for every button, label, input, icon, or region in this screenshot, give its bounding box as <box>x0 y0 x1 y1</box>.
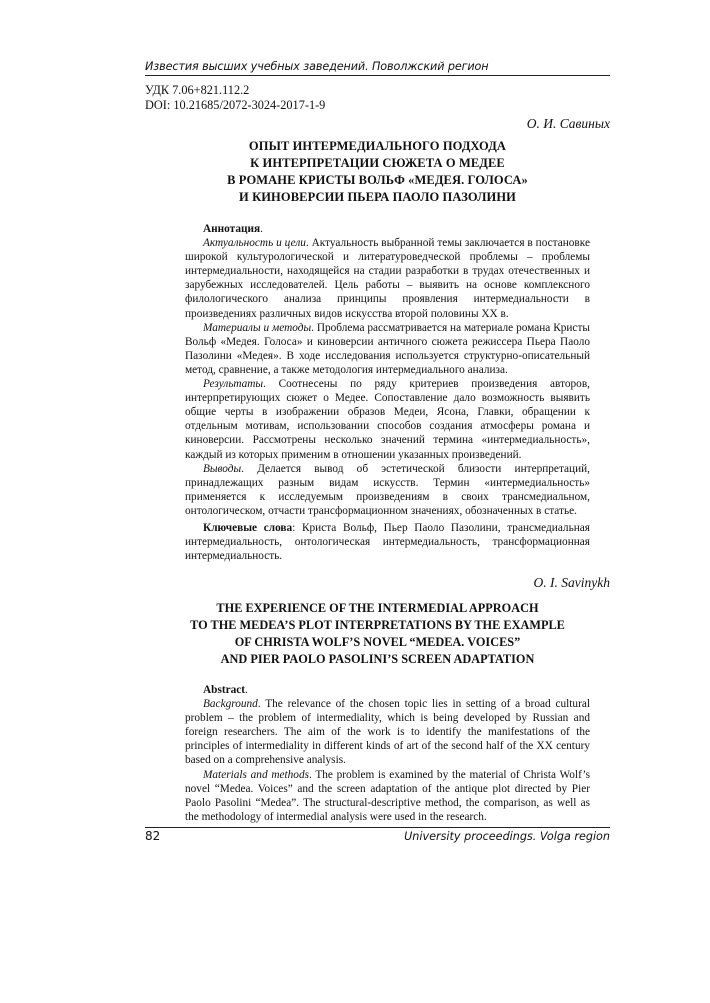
abstract-en <box>185 683 590 824</box>
methods-text-en: . The problem is examined by the material of Christa Wolf’s novel “Medea. Voices” and the screen adaptation of the antique plot directed by Pier Paolo Pasolini “Medea”. The structural-descriptive method, the comparison, as well as the methodology of intermedial analysis were used in the research. <box>185 768 590 823</box>
title-ru-line: В РОМАНЕ КРИСТЫ ВОЛЬФ «МЕДЕЯ. ГОЛОСА» <box>227 173 528 187</box>
annotation-results <box>185 377 590 462</box>
background-label-en: Background <box>203 698 258 711</box>
results-text-ru: . Соотнесены по ряду критериев произведения авторов, интерпретирующих сюжет о Медее. Сопоставление дало возможность выявить общие черты в изображении образов Медеи, Ясона, Главки, обращении к отдельным мотивам, использовании способов создания атмосферы романа и киноверсии. Рассмотрены несколько значений термина «интермедиальность», каждый из которых применим в отношении указанных произведений. <box>185 378 590 461</box>
doi-code: DOI: 10.21685/2072-3024-2017-1-9 <box>145 98 326 112</box>
author-en: O. I. Savinykh <box>533 575 610 590</box>
annotation-heading: Аннотация. <box>203 223 263 235</box>
abstract-background <box>185 697 590 767</box>
title-en-line: OF CHRISTA WOLF’S NOVEL “MEDEA. VOICES” <box>234 635 521 649</box>
page-footer <box>145 827 610 846</box>
annotation-background <box>185 236 590 321</box>
abstract-methods <box>185 768 590 824</box>
background-label-ru: Актуальность и цели <box>203 237 306 250</box>
background-text-ru: . Актуальность выбранной темы заключается в постановке широкой культурологической и литературоведческой проблемы – проблемы интермедиальности, находящейся на стадии разработки в трудах отечественных и зарубежных исследователей. Цель работы – выявить на основе комплексного филологического анализа принципы проявления интермедиальности в произведениях различных видов искусства второй половины XX в. <box>185 237 590 320</box>
background-text-en: . The relevance of the chosen topic lies in setting of a broad cultural problem – the problem of intermediality, which is being developed by Russian and foreign researchers. The aim of the work is to identify the manifestations of the principles of intermediality in different kinds of art of the second half of the XX century based on a comprehensive analysis. <box>185 698 590 767</box>
author-ru: О. И. Савиных <box>526 116 610 131</box>
methods-text-ru: . Проблема рассматривается на материале романа Кристы Вольф «Медея. Голоса» и киноверсии античного сюжета режиссера Пьера Паоло Пазолини «Медея». В ходе исследования используется структурно-описательный метод, сравнение, а также методология интермедиального анализа. <box>185 321 590 376</box>
annotation-ru <box>185 222 590 563</box>
journal-title-ru: Известия высших учебных заведений. Поволжский регион <box>145 60 489 73</box>
keywords-text-ru: : Криста Вольф, Пьер Паоло Пазолини, трансмедиальная интермедиальность, онтологическая интермедиальность, трансформационная интермедиальность. <box>185 521 590 563</box>
title-ru-line: И КИНОВЕРСИИ ПЬЕРА ПАОЛО ПАЗОЛИНИ <box>239 190 516 204</box>
title-ru-line: К ИНТЕРПРЕТАЦИИ СЮЖЕТА О МЕДЕЕ <box>250 156 505 170</box>
methods-label-ru: Материалы и методы <box>203 321 312 334</box>
abstract-label: Abstract <box>203 684 246 696</box>
results-label-ru: Результаты <box>203 378 264 391</box>
journal-title-en: University proceedings. Volga region <box>404 830 610 843</box>
article-title-ru <box>145 138 610 206</box>
conclusions-text-ru: . Делается вывод об эстетической близости интерпретаций, принадлежащих разным видам искусств. Термин «интермедиальность» применяется к исследуемым произведениям в своих трансмедиальном, онтологическом, отчасти трансформационном значениях, обозначенных в статье. <box>185 462 590 517</box>
udk-code: УДК 7.06+821.112.2 <box>145 83 250 97</box>
title-ru-line: ОПЫТ ИНТЕРМЕДИАЛЬНОГО ПОДХОДА <box>248 139 507 153</box>
journal-header <box>145 60 610 76</box>
annotation-conclusions <box>185 462 590 518</box>
keywords-label-ru: Ключевые слова <box>203 521 293 534</box>
page-number: 82 <box>145 829 161 843</box>
abstract-heading: Abstract. <box>203 684 248 696</box>
annotation-label: Аннотация <box>203 223 261 235</box>
title-en-line: AND PIER PAOLO PASOLINI’S SCREEN ADAPTATION <box>220 652 535 666</box>
title-en-line: THE EXPERIENCE OF THE INTERMEDIAL APPROACH <box>216 601 539 615</box>
article-meta <box>145 83 325 113</box>
keywords-ru <box>185 521 590 563</box>
title-en-line: TO THE MEDEA’S PLOT INTERPRETATIONS BY THE EXAMPLE <box>190 618 565 632</box>
annotation-methods <box>185 321 590 377</box>
article-title-en <box>145 600 610 668</box>
conclusions-label-ru: Выводы <box>203 462 242 475</box>
methods-label-en: Materials and methods <box>203 768 309 781</box>
